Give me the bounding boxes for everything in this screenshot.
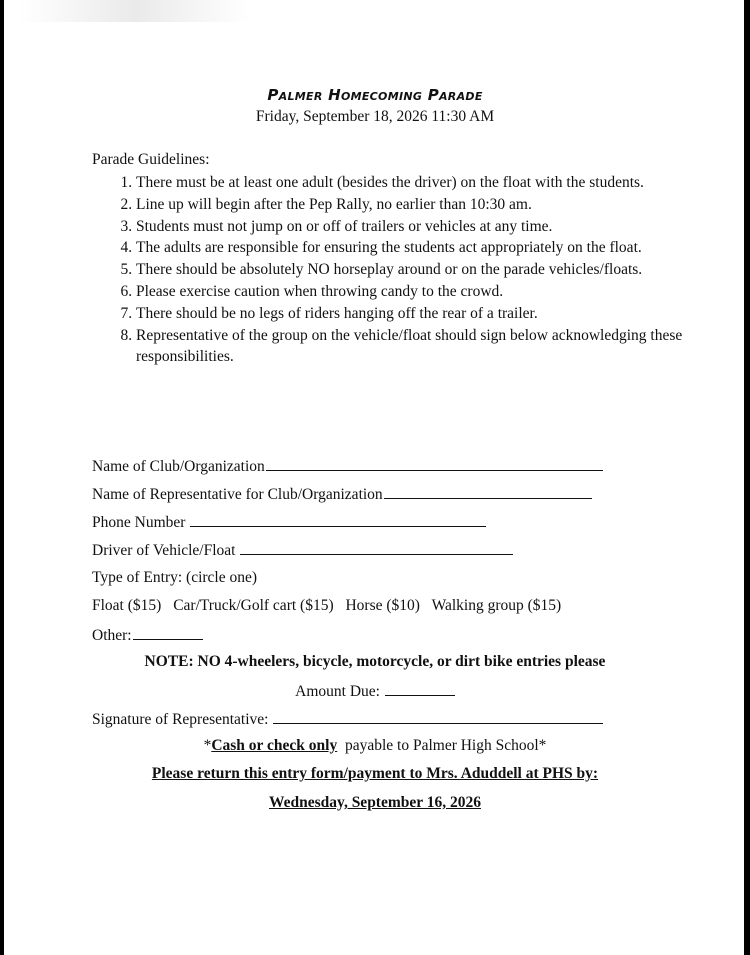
representative-name-field[interactable] <box>92 484 592 504</box>
entry-option-horse[interactable]: Horse ($10) <box>345 597 420 614</box>
guideline-item: 4. The adults are responsible for ensuring the students act appropriately on the float. <box>136 237 706 259</box>
payment-method: Cash or check only <box>211 737 338 754</box>
amount-due-field[interactable] <box>0 681 750 701</box>
entry-restriction-note: NOTE: NO 4-wheelers, bicycle, motorcycle, or dirt bike entries please <box>144 653 606 670</box>
guideline-item: 1. There must be at least one adult (besides the driver) on the float with the students. <box>136 172 706 194</box>
club-name-blank[interactable] <box>266 456 603 471</box>
signature-field[interactable] <box>92 709 603 729</box>
guideline-item: 8. Representative of the group on the vehicle/float should sign below acknowledging these responsibilities. <box>136 325 706 369</box>
entry-option-walking[interactable]: Walking group ($15) <box>431 597 562 614</box>
payment-payee: payable to Palmer High School* <box>337 737 547 754</box>
guidelines-heading: Parade Guidelines: <box>92 151 210 168</box>
entry-type-label: Type of Entry: (circle one) <box>92 569 258 586</box>
driver-field[interactable] <box>92 540 513 560</box>
entry-type-options <box>92 597 569 615</box>
signature-blank[interactable] <box>273 709 603 724</box>
guideline-item: 3. Students must not jump on or off of trailers or vehicles at any time. <box>136 216 706 238</box>
guidelines-list <box>92 172 706 368</box>
guideline-item: 7. There should be no legs of riders hanging off the rear of a trailer. <box>136 303 706 325</box>
other-blank[interactable] <box>133 625 203 640</box>
document-title: Palmer Homecoming Parade <box>267 86 483 104</box>
club-name-field[interactable] <box>92 456 603 476</box>
payment-asterisk: * <box>203 737 212 754</box>
phone-number-blank[interactable] <box>190 512 486 527</box>
amount-due-label: Amount Due: <box>295 683 380 700</box>
entry-option-car[interactable]: Car/Truck/Golf cart ($15) <box>173 597 334 614</box>
representative-name-label: Name of Representative for Club/Organization <box>92 486 383 503</box>
driver-label: Driver of Vehicle/Float <box>92 542 236 559</box>
club-name-label: Name of Club/Organization <box>92 458 265 475</box>
phone-number-field[interactable] <box>92 512 486 532</box>
representative-name-blank[interactable] <box>384 484 592 499</box>
guideline-item: 5. There should be absolutely NO horseplay around or on the parade vehicles/floats. <box>136 259 706 281</box>
return-instructions: Please return this entry form/payment to Mrs. Aduddell at PHS by: <box>151 765 599 782</box>
photo-glare <box>20 0 250 22</box>
return-deadline: Wednesday, September 16, 2026 <box>269 794 481 811</box>
signature-label: Signature of Representative: <box>92 711 269 728</box>
guideline-item: 2. Line up will begin after the Pep Rally, no earlier than 10:30 am. <box>136 194 706 216</box>
entry-option-float[interactable]: Float ($15) <box>92 597 162 614</box>
phone-number-label: Phone Number <box>92 514 186 531</box>
driver-blank[interactable] <box>240 540 513 555</box>
payment-instructions <box>0 737 750 755</box>
guideline-item: 6. Please exercise caution when throwing candy to the crowd. <box>136 281 706 303</box>
other-field[interactable] <box>92 625 203 645</box>
event-datetime: Friday, September 18, 2026 11:30 AM <box>255 108 495 125</box>
other-label: Other: <box>92 627 132 644</box>
amount-due-blank[interactable] <box>385 681 455 696</box>
